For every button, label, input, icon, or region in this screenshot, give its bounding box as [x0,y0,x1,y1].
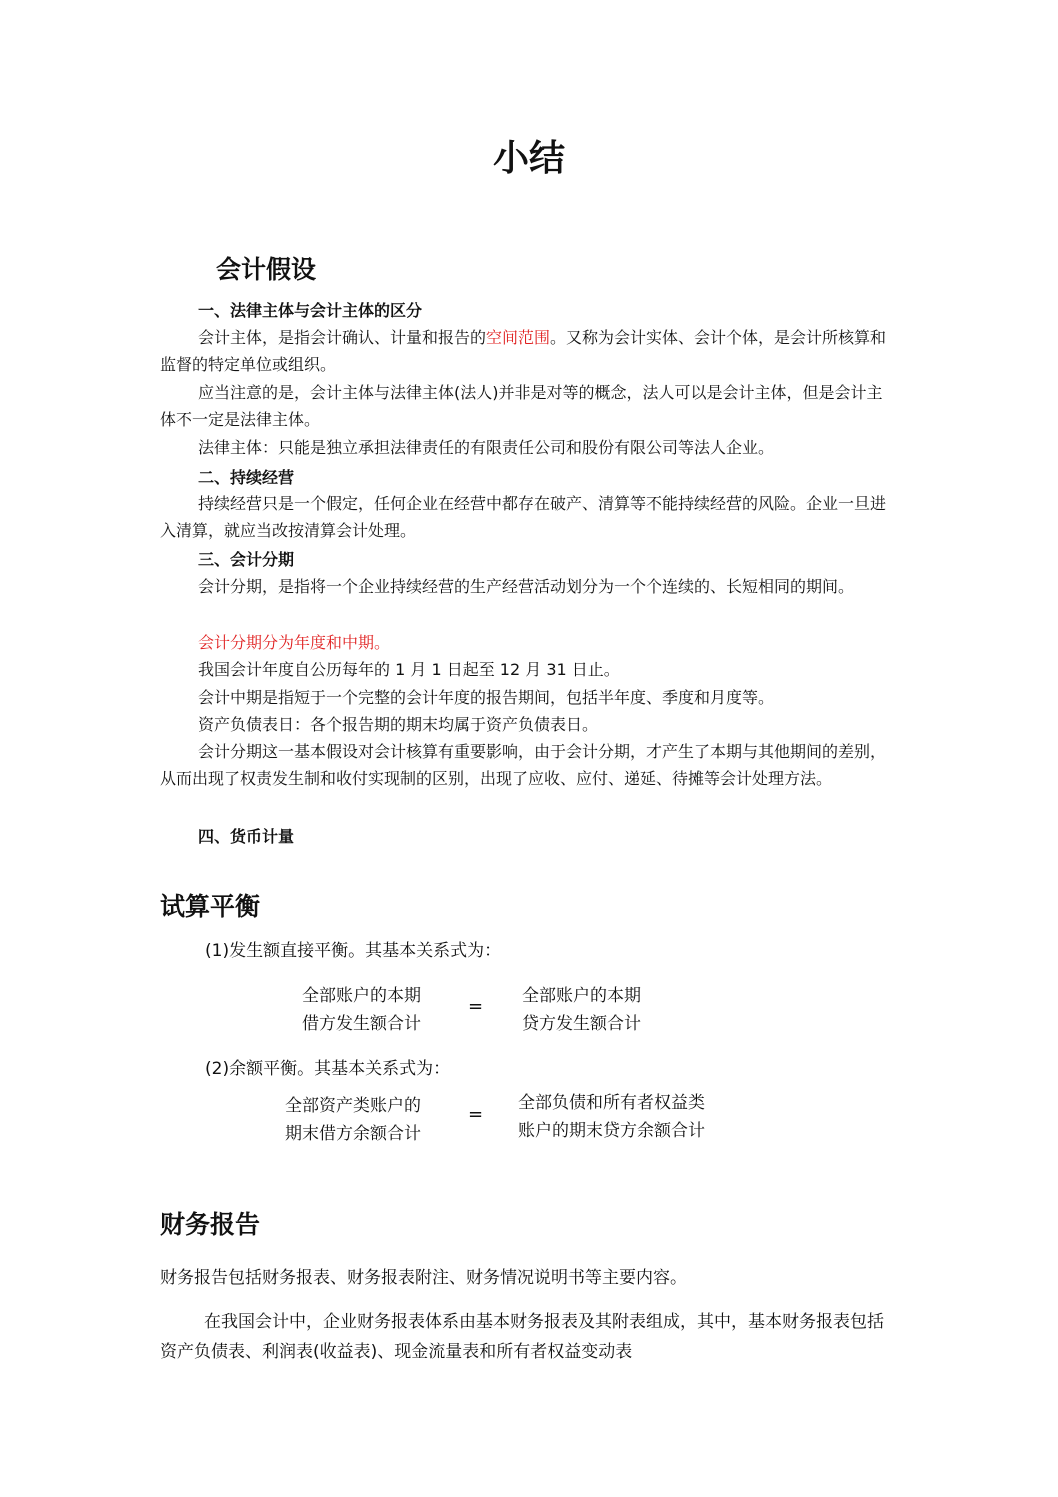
highlighted-text: 空间范围 [486,328,551,347]
page-title: 小结 [492,138,565,179]
relation-2-left-line-2: 期末借方余额合计 [285,1124,421,1144]
paragraph-report-system: 在我国会计中，企业财务报表体系由基本财务报表及其附表组成，其中，基本财务报表包括资产负债表、利润表(收益表)、现金流量表和所有者权益变动表 [160,1312,884,1362]
relation-1-left-line-2: 借方发生额合计 [302,1014,421,1034]
relation-2-left [285,1092,421,1148]
text-segment: 会计主体，是指会计确认、计量和报告的 [198,328,487,347]
relation-1-right [522,982,641,1038]
paragraph-period-impact: 会计分期这一基本假设对会计核算有重要影响，由于会计分期，才产生了本期与其他期间的差别，从而出现了权责发生制和收付实现制的区别，出现了应收、应付、递延、待摊等会计处理方法。 [160,742,887,788]
paragraph-accounting-period: 会计分期，是指将一个企业持续经营的生产经营活动划分为一个个连续的、长短相同的期间。 [198,577,855,596]
relation-1-right-line-1: 全部账户的本期 [522,986,641,1006]
paragraph-interim-period: 会计中期是指短于一个完整的会计年度的报告期间，包括半年度、季度和月度等。 [198,688,775,707]
relation-2-equals: = [468,1104,484,1125]
relation-2-right [518,1089,705,1145]
paragraph-period-types: 会计分期分为年度和中期。 [198,633,391,652]
relation-2-right-line-2: 账户的期末贷方余额合计 [518,1121,705,1141]
section-heading-trial-balance: 试算平衡 [160,892,261,921]
relation-2-label: (2)余额平衡。其基本关系式为： [205,1059,451,1079]
paragraph-report-contents: 财务报告包括财务报表、财务报表附注、财务情况说明书等主要内容。 [160,1268,687,1288]
subheading-going-concern: 二、持续经营 [198,468,295,487]
paragraph-going-concern: 持续经营只是一个假定，任何企业在经营中都存在破产、清算等不能持续经营的风险。企业一旦进入清算，就应当改按清算会计处理。 [160,494,887,540]
paragraph-accounting-entity [160,324,895,378]
relation-2-right-line-1: 全部负债和所有者权益类 [518,1093,705,1113]
paragraph-balance-sheet-date: 资产负债表日：各个报告期的期末均属于资产负债表日。 [198,715,599,734]
subheading-legal-entity: 一、法律主体与会计主体的区分 [198,301,423,320]
paragraph-legal-entity-note: 应当注意的是，会计主体与法律主体(法人)并非是对等的概念，法人可以是会计主体，但是会计主体不一定是法律主体。 [160,383,883,429]
relation-1-equals: = [468,996,484,1017]
text-segment: 。又称为会计实体、会计个体，是会计所核算和监督的特定单位或组织。 [160,328,887,374]
subheading-accounting-period: 三、会计分期 [198,550,295,569]
relation-2-left-line-1: 全部资产类账户的 [285,1096,421,1116]
section-heading-accounting-assumptions: 会计假设 [216,255,317,284]
relation-1-left [302,982,421,1038]
paragraph-legal-entity-definition: 法律主体：只能是独立承担法律责任的有限责任公司和股份有限公司等法人企业。 [198,438,775,457]
subheading-monetary-measurement: 四、货币计量 [198,827,295,846]
relation-1-label: (1)发生额直接平衡。其基本关系式为： [205,941,502,961]
section-heading-financial-report: 财务报告 [160,1210,261,1239]
paragraph-fiscal-year: 我国会计年度自公历每年的 1 月 1 日起至 12 月 31 日止。 [198,660,620,679]
relation-1-left-line-1: 全部账户的本期 [302,986,421,1006]
relation-1-right-line-2: 贷方发生额合计 [522,1014,641,1034]
